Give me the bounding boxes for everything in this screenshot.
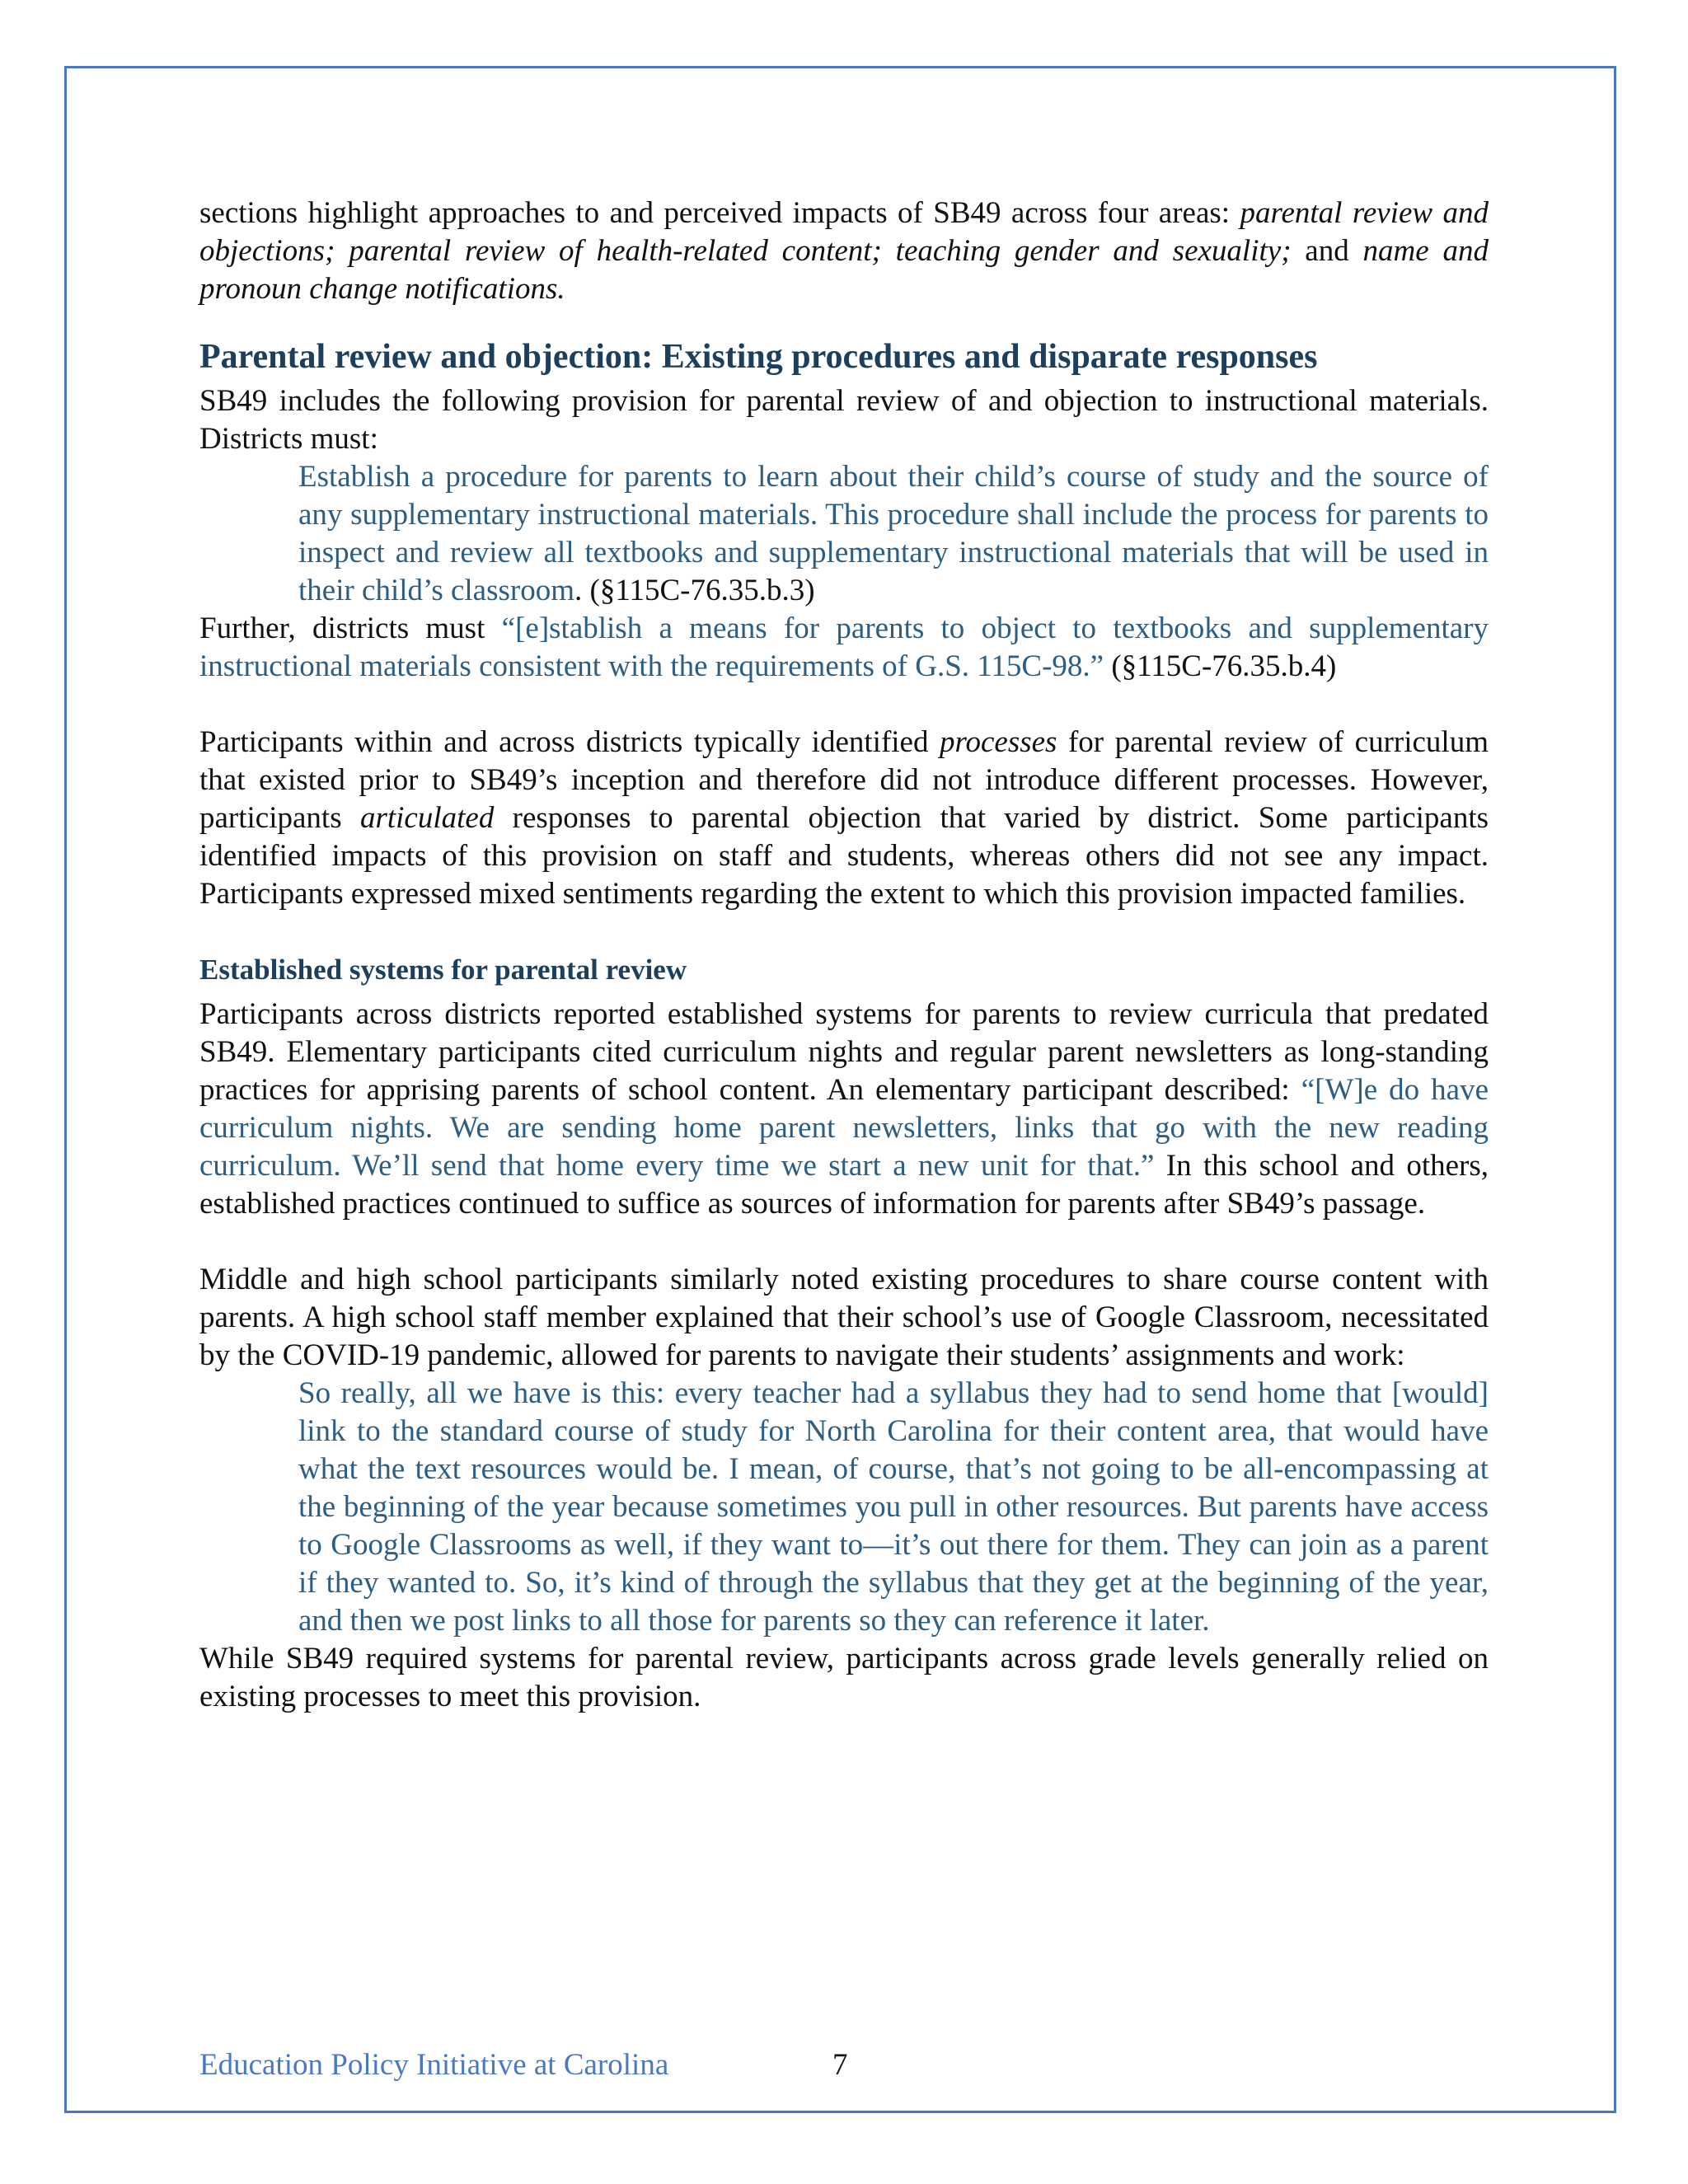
processes-emphasis: processes — [939, 725, 1057, 759]
intro-areas-emphasis: parental review and objections; parental review of health-related content; teaching gender and sexuality; — [199, 196, 1489, 268]
conclusion-paragraph: While SB49 required systems for parental review, participants across grade levels generally relied on existing processes to meet this provision. — [199, 1642, 1489, 1713]
middle-high-paragraph: Middle and high school participants similarly noted existing procedures to share course content with parents. A high school staff member explained that their school’s use of Google Classroom, necessitated by the COVID-19 pandemic, allowed for parents to navigate their students’ assignments and work: — [199, 1263, 1489, 1372]
provision-blockquote — [298, 458, 1489, 610]
intro-paragraph — [199, 194, 1489, 308]
established-text-a: Participants across districts reported established systems for parents to review curricula that predated SB49. Elementary participants cited curriculum nights and regular parent newsletters as long-standing practices for apprising parents of school content. An elementary participant described: — [199, 997, 1489, 1107]
provision-citation: . (§115C-76.35.b.3) — [574, 574, 815, 607]
intro-last-area-emphasis: name and pronoun change notifications. — [199, 234, 1489, 306]
established-text-b: In this school and others, established practices continued to suffice as sources of information for parents after SB49’s passage. — [199, 1149, 1489, 1221]
elementary-participant-quote: “[W]e do have curriculum nights. We are sending home parent newsletters, links that go with the new reading curriculum. We’ll send that home every time we start a new unit for that.” — [199, 1073, 1489, 1183]
document-body — [199, 194, 1489, 1716]
further-quote: “[e]stablish a means for parents to object to textbooks and supplementary instructional materials consistent with the requirements of G.S. 115C-98.” — [199, 612, 1489, 683]
intro-conjunction: and — [1291, 234, 1363, 268]
page-number: 7 — [832, 2048, 848, 2082]
section-heading: Parental review and objection: Existing procedures and disparate responses — [199, 338, 1318, 376]
provision-quote-text: Establish a procedure for parents to learn about their child’s course of study and the source of any supplementary instructional materials. This procedure shall include the process for parents to inspect and review all textbooks and supplementary instructional materials that will be used in their child’s classroom — [298, 460, 1489, 607]
participants-text-b: for parental review of curriculum that existed prior to SB49’s inception and therefore did not introduce different processes. However, participants — [199, 725, 1489, 835]
staff-member-blockquote: So really, all we have is this: every teacher had a syllabus they had to send home that [would] link to the standard course of study for North Carolina for their content area, that would have what the text resources would be. I mean, of course, that’s not going to be all-encompassing at the beginning of the year because sometimes you pull in other resources. But parents have access to Google Classrooms as well, if they want to—it’s out there for them. They can join as a parent if they wanted to. So, it’s kind of through the syllabus that they get at the beginning of the year, and then we post links to all those for parents so they can reference it later. — [298, 1376, 1489, 1638]
subsection-heading: Established systems for parental review — [199, 954, 687, 986]
intro-text: sections highlight approaches to and perceived impacts of SB49 across four areas: — [199, 196, 1240, 230]
participants-paragraph — [199, 724, 1489, 913]
provision-intro-paragraph: SB49 includes the following provision for parental review of and objection to instructional materials. Districts must: — [199, 384, 1489, 456]
further-provision-paragraph — [199, 610, 1489, 686]
further-text: Further, districts must — [199, 612, 502, 645]
established-systems-paragraph — [199, 996, 1489, 1223]
footer-organization: Education Policy Initiative at Carolina — [199, 2048, 669, 2082]
further-citation: (§115C-76.35.b.4) — [1104, 649, 1337, 683]
participants-text-c: responses to parental objection that varied by district. Some participants identified impacts of this provision on staff and students, whereas others did not see any impact. Participants expressed mixed sentiments regarding the extent to which this provision impacted families. — [199, 801, 1489, 911]
participants-text-a: Participants within and across districts typically identified — [199, 725, 940, 759]
articulated-emphasis: articulated — [359, 801, 495, 835]
